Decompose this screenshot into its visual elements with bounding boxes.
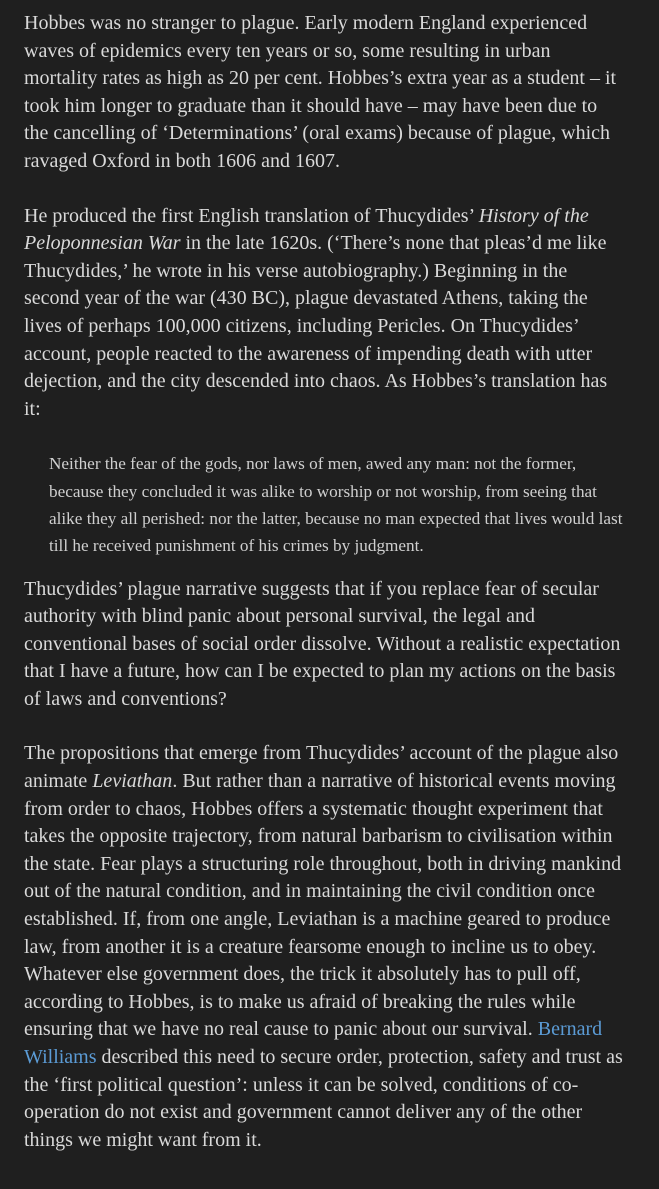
bernard-williams-link[interactable]: Bernard Williams [24,1018,603,1068]
paragraph-text: . But rather than a narrative of historical events moving from order to chaos, Hobbes offers a systematic thought experiment that takes the opposite trajectory, from natural barbarism to civilisation within the state. Fear plays a structuring role throughout, both in driving mankind out of the natural condition, and in maintaining the civil condition once established. If, from one angle, Leviathan is a machine geared to produce law, from another it is a creature fearsome enough to incline us to obey. Whatever else government does, the trick it absolutely has to pull off, according to Hobbes, is to make us afraid of breaking the rules while ensuring that we have no real cause to panic about our survival. [24,770,622,1041]
block-quote: Neither the fear of the gods, nor laws of men, awed any man: not the former, because they concluded it was alike to worship or not worship, from seeing that alike they all perished: nor the latter, because no man expected that lives would last till he received punishment of his crimes by judgment. [49,454,623,556]
paragraph-thucydides-translation [24,203,625,424]
paragraph-text: The propositions that emerge from Thucydides’ account of the plague also animate [24,742,619,793]
book-title-leviathan: Leviathan [92,770,173,793]
book-title: History of the Peloponnesian War [24,204,589,255]
paragraph-plague-narrative: Thucydides’ plague narrative suggests that if you replace fear of secular authority with blind panic about personal survival, the legal and conventional bases of social order dissolve. Without a realistic expectation that I have a future, how can I be expected to plan my actions on the basis of laws and conventions? [24,577,621,710]
paragraph-hobbes-plague: Hobbes was no stranger to plague. Early modern England experienced waves of epidemics every ten years or so, some resulting in urban mortality rates as high as 20 per cent. Hobbes’s extra year as a student – it took him longer to graduate than it should have – may have been due to the cancelling of ‘Determinations’ (oral exams) because of plague, which ravaged Oxford in both 1606 and 1607. [24,12,617,172]
paragraph-leviathan [24,740,625,1154]
paragraph-text: described this need to secure order, protection, safety and trust as the ‘first political question’: unless it can be solved, conditions of co-operation do not exist and government cannot deliver any of the other things we might want from it. [24,1046,623,1151]
paragraph-text: He produced the first English translation of Thucydides’ [24,204,479,227]
paragraph-text: in the late 1620s. (‘There’s none that pleas’d me like Thucydides,’ he wrote in his verse autobiography.) Beginning in the second year of the war (430 BC), plague devastated Athens, taking the lives of perhaps 100,000 citizens, including Pericles. On Thucydides’ account, people reacted to the awareness of impending death with utter dejection, and the city descended into chaos. As Hobbes’s translation has it: [24,232,608,420]
